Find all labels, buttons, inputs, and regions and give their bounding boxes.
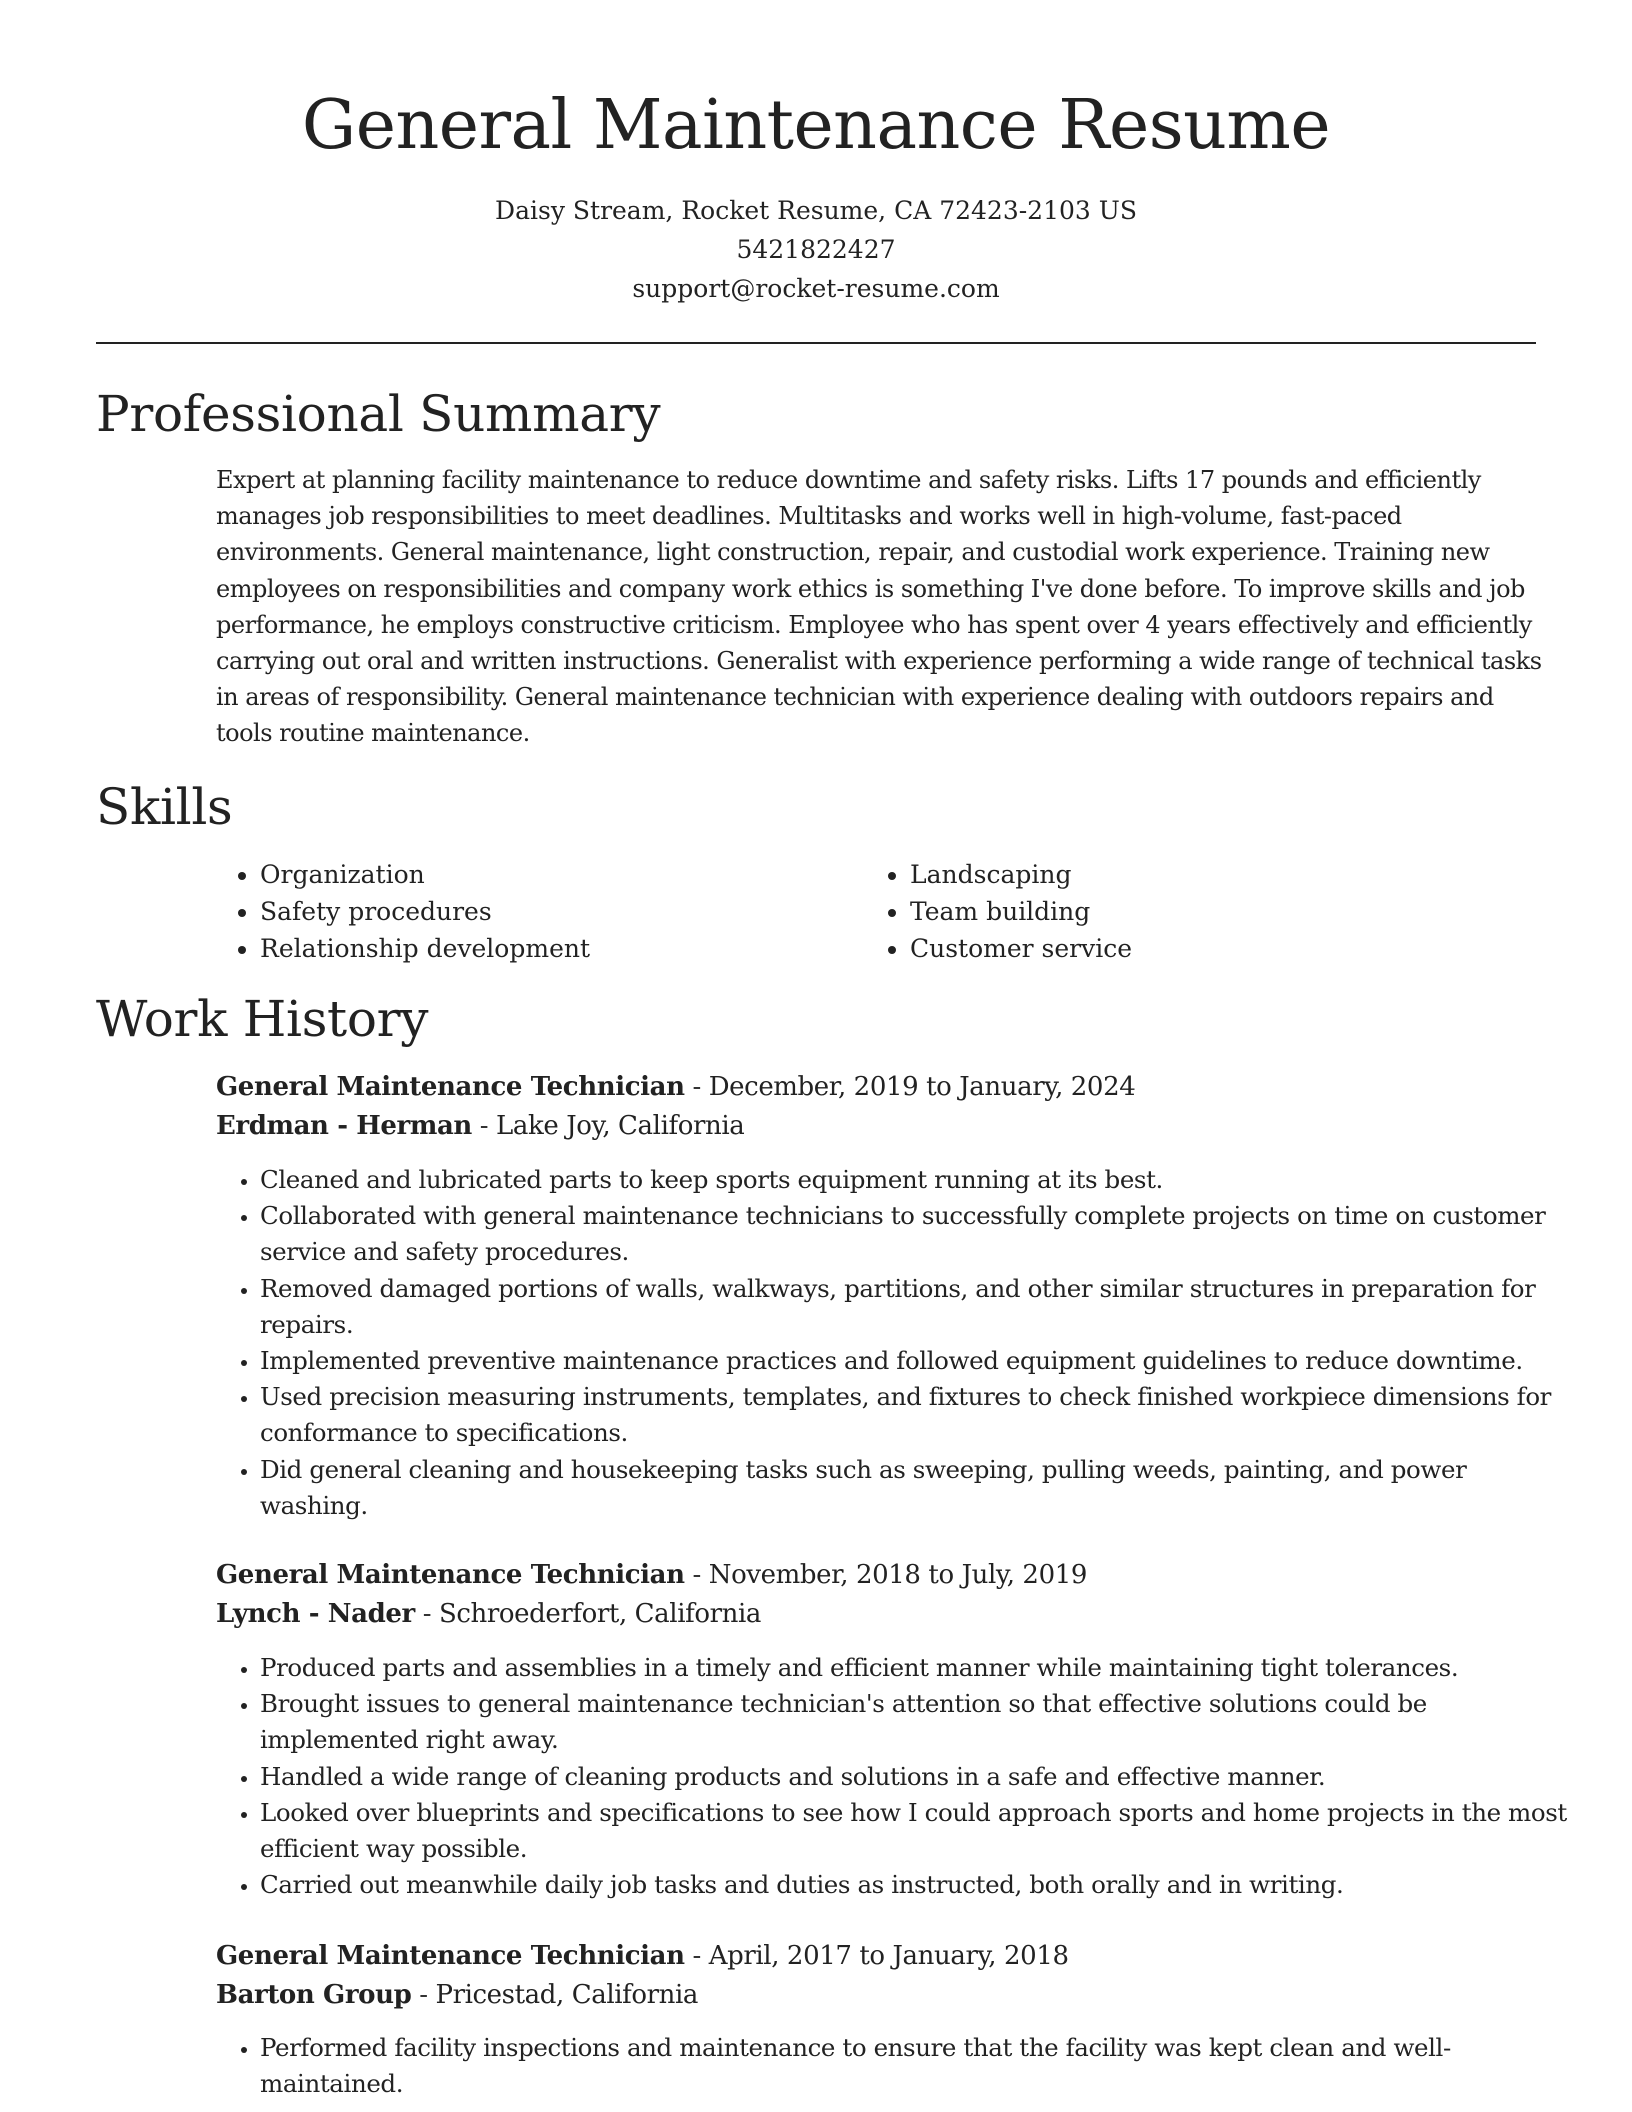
list-item: • Produced parts and assemblies in a timely and efficient manner while maintaining tight tolerances. [260, 1650, 1580, 1686]
job-title: General Maintenance Technician [216, 1560, 685, 1590]
job-title: General Maintenance Technician [216, 1072, 685, 1102]
list-item: • Cleaned and lubricated parts to keep sports equipment running at its best. [260, 1162, 1580, 1198]
list-item: • Brought issues to general maintenance technician's attention so that effective solutions could be implemented right away. [260, 1686, 1580, 1758]
list-item: • Performed facility inspections and maintenance to ensure that the facility was kept clean and well-maintained. [260, 2030, 1580, 2102]
job-dates: November, 2018 to July, 2019 [708, 1560, 1087, 1590]
list-item: • Looked over blueprints and specifications to see how I could approach sports and home projects in the most efficient way possible. [260, 1795, 1580, 1867]
skill-item: • Organization [260, 856, 860, 893]
list-item: • Handled a wide range of cleaning products and solutions in a safe and effective manner. [260, 1759, 1580, 1795]
list-item: • Did general cleaning and housekeeping tasks such as sweeping, pulling weeds, painting, and power washing. [260, 1452, 1580, 1524]
job-company-line: Erdman - Herman - Lake Joy, California [216, 1111, 745, 1141]
job-company: Lynch - Nader [216, 1599, 415, 1629]
job-bullets [216, 2030, 1580, 2102]
job-dates: December, 2019 to January, 2024 [708, 1072, 1136, 1102]
job-company: Barton Group [216, 1980, 412, 2010]
contact-address: Daisy Stream, Rocket Resume, CA 72423-2103 US [495, 196, 1137, 225]
job-title: General Maintenance Technician [216, 1941, 685, 1971]
contact-email: support@rocket-resume.com [632, 274, 1000, 303]
list-item: • Carried out meanwhile daily job tasks and duties as instructed, both orally and in writing. [260, 1867, 1580, 1903]
job-bullets [216, 1162, 1580, 1524]
skills-heading: Skills [96, 778, 233, 836]
skill-item: • Safety procedures [260, 893, 860, 930]
list-item: • Implemented preventive maintenance practices and followed equipment guidelines to reduce downtime. [260, 1343, 1580, 1379]
job-title-line: General Maintenance Technician - December, 2019 to January, 2024 [216, 1072, 1136, 1102]
job-title-line: General Maintenance Technician - November, 2018 to July, 2019 [216, 1560, 1087, 1590]
skills-list-right [866, 856, 1510, 967]
list-item: • Removed damaged portions of walls, walkways, partitions, and other similar structures in preparation for repairs. [260, 1271, 1580, 1343]
job-location: Schroederfort, California [438, 1599, 761, 1629]
job-title-line: General Maintenance Technician - April, 2017 to January, 2018 [216, 1941, 1069, 1971]
summary-heading: Professional Summary [96, 385, 661, 443]
summary-text: Expert at planning facility maintenance to reduce downtime and safety risks. Lifts 17 pounds and efficiently manages job responsibilities to meet deadlines. Multitasks and works well in high-volume, fast-paced environments. General maintenance, light construction, repair, and custodial work experience. Training new employees on responsibilities and company work ethics is something I've done before. To improve skills and job performance, he employs constructive criticism. Employee who has spent over 4 years effectively and efficiently carrying out oral and written instructions. Generalist with experience performing a wide range of technical tasks in areas of responsibility. General maintenance technician with experience dealing with outdoors repairs and tools routine maintenance. [216, 466, 1542, 748]
job-location: Lake Joy, California [496, 1111, 745, 1141]
job-location: Pricestad, California [435, 1980, 699, 2010]
contact-phone: 5421822427 [736, 235, 896, 264]
job-dates: April, 2017 to January, 2018 [708, 1941, 1069, 1971]
list-item: • Collaborated with general maintenance technicians to successfully complete projects on time on customer service and safety procedures. [260, 1198, 1580, 1270]
skills-list-left [216, 856, 860, 967]
header-divider [96, 342, 1536, 344]
skill-item: • Team building [910, 893, 1510, 930]
work-history-heading: Work History [96, 990, 429, 1048]
skill-item: • Landscaping [910, 856, 1510, 893]
job-company-line: Barton Group - Pricestad, California [216, 1980, 699, 2010]
skill-item: • Relationship development [260, 930, 860, 967]
job-company-line: Lynch - Nader - Schroederfort, California [216, 1599, 761, 1629]
resume-title: General Maintenance Resume [301, 86, 1331, 165]
list-item: • Used precision measuring instruments, templates, and fixtures to check finished workpiece dimensions for conformance to specifications. [260, 1379, 1580, 1451]
job-company: Erdman - Herman [216, 1111, 472, 1141]
job-bullets [216, 1650, 1580, 1903]
skill-item: • Customer service [910, 930, 1510, 967]
